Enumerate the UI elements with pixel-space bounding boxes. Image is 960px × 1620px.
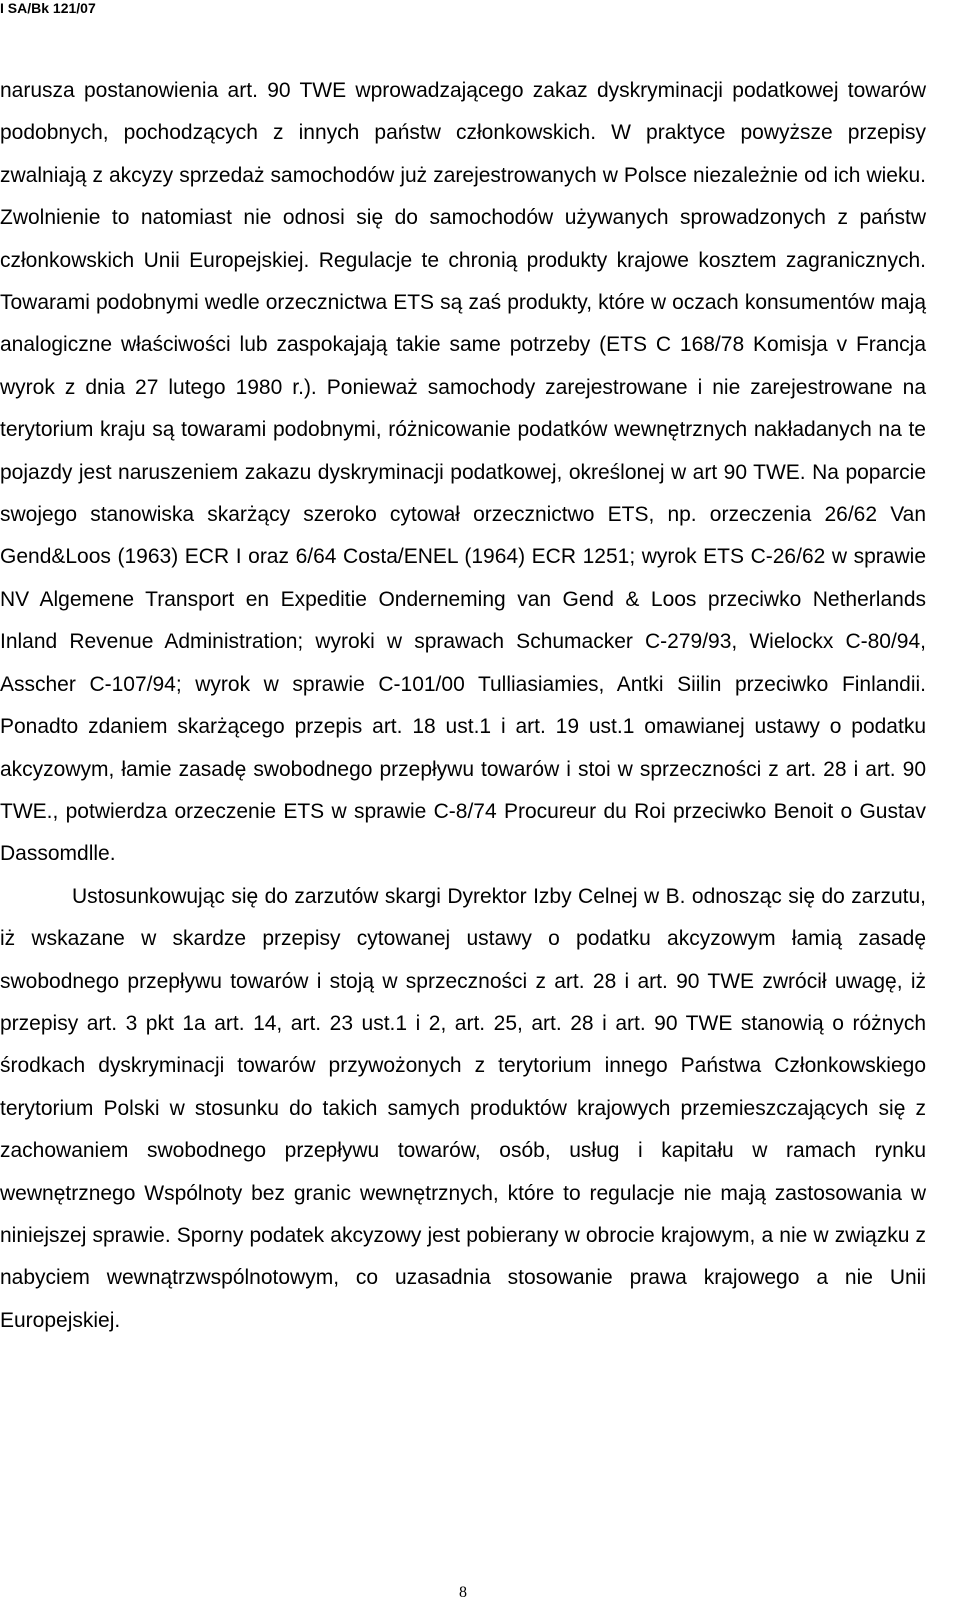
document-body — [0, 70, 926, 1342]
paragraph-continuation: narusza postanowienia art. 90 TWE wprowadzającego zakaz dyskryminacji podatkowej towarów podobnych, pochodzących z innych państw członkowskich. W praktyce powyższe przepisy zwalniają z akcyzy sprzedaż samochodów już zarejestrowanych w Polsce niezależnie od ich wieku. Zwolnienie to natomiast nie odnosi się do samochodów używanych sprowadzonych z państw członkowskich Unii Europejskiej. Regulacje te chronią produkty krajowe kosztem zagranicznych. Towarami podobnymi wedle orzecznictwa ETS są zaś produkty, które w oczach konsumentów mają analogiczne właściwości lub zaspokajają takie same potrzeby (ETS C 168/78 Komisja v Francja wyrok z dnia 27 lutego 1980 r.). Ponieważ samochody zarejestrowane i nie zarejestrowane na terytorium kraju są towarami podobnymi, różnicowanie podatków wewnętrznych nakładanych na te pojazdy jest naruszeniem zakazu dyskryminacji podatkowej, określonej w art 90 TWE. Na poparcie swojego stanowiska skarżący szeroko cytował orzecznictwo ETS, np. orzeczenia 26/62 Van Gend&Loos (1963) ECR I oraz 6/64 Costa/ENEL (1964) ECR 1251; wyrok ETS C-26/62 w sprawie NV Algemene Transport en Expeditie Onderneming van Gend & Loos przeciwko Netherlands Inland Revenue Administration; wyroki w sprawach Schumacker C-279/93, Wielockx C-80/94, Asscher C-107/94; wyrok w sprawie C-101/00 Tulliasiamies, Antki Siilin przeciwko Finlandii. Ponadto zdaniem skarżącego przepis art. 18 ust.1 i art. 19 ust.1 omawianej ustawy o podatku akcyzowym, łamie zasadę swobodnego przepływu towarów i stoi w sprzeczności z art. 28 i art. 90 TWE., potwierdza orzeczenie ETS w sprawie C-8/74 Procureur du Roi przeciwko Benoit o Gustav Dassomdlle. — [0, 79, 926, 866]
paragraph-response: Ustosunkowując się do zarzutów skargi Dyrektor Izby Celnej w B. odnosząc się do zarzutu, iż wskazane w skardze przepisy cytowanej ustawy o podatku akcyzowym łamią zasadę swobodnego przepływu towarów i stoją w sprzeczności z art. 28 i art. 90 TWE zwrócił uwagę, iż przepisy art. 3 pkt 1a art. 14, art. 23 ust.1 i 2, art. 25, art. 28 i art. 90 TWE stanowią o różnych środkach dyskryminacji towarów przywożonych z terytorium innego Państwa Członkowskiego terytorium Polski w stosunku do takich samych produktów krajowych przemieszczających się z zachowaniem swobodnego przepływu towarów, osób, usług i kapitału w ramach rynku wewnętrznego Wspólnoty bez granic wewnętrznych, które to regulacje nie mają zastosowania w niniejszej sprawie. Sporny podatek akcyzowy jest pobierany w obrocie krajowym, a nie w związku z nabyciem wewnątrzwspólnotowym, co uzasadnia stosowanie prawa krajowego a nie Unii Europejskiej. — [0, 884, 926, 1332]
page-number: 8 — [459, 1584, 467, 1601]
case-reference: I SA/Bk 121/07 — [0, 0, 96, 16]
